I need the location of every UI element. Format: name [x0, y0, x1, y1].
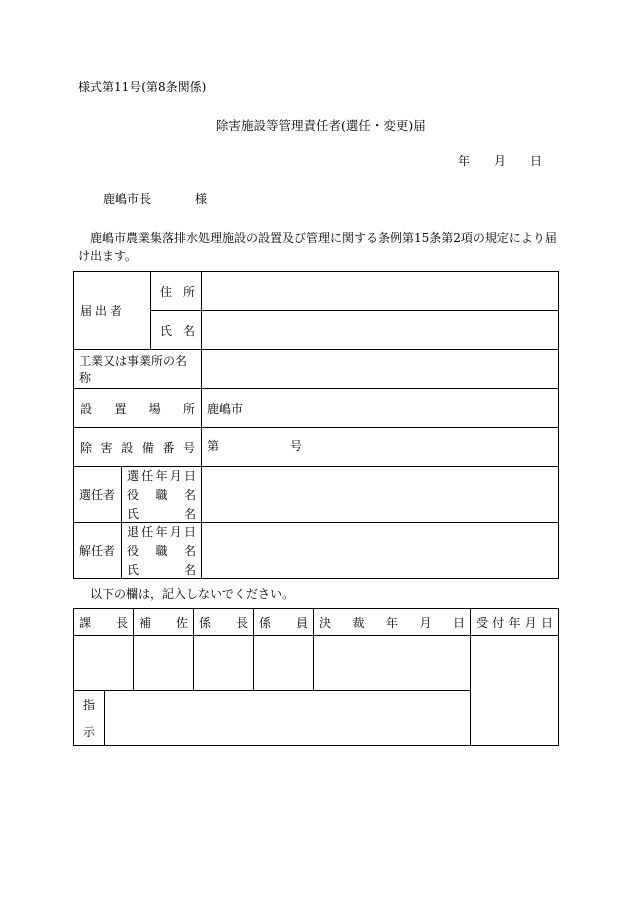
addressee: 鹿嶋市長	[103, 192, 152, 206]
application-form-table	[73, 271, 559, 579]
name-label-char-2: 名	[183, 323, 196, 338]
uketsuke-char-4: 月	[524, 615, 537, 630]
dismissed-date-char-2: 任	[141, 525, 154, 539]
kessai-char-2: 裁	[352, 615, 365, 630]
applicant-label-cell	[74, 272, 151, 350]
equipment-number-field[interactable]	[202, 428, 559, 467]
kacho-char-2: 長	[115, 615, 128, 630]
facility-field[interactable]	[202, 350, 559, 389]
honorific: 様	[195, 192, 208, 206]
dismissed-label: 解任者	[74, 523, 122, 579]
appointee-name-char-2: 名	[184, 507, 197, 521]
location-label-char-1: 設	[80, 401, 93, 416]
dismissed-position-char-3: 名	[184, 544, 197, 558]
name-label-char-1: 氏	[160, 323, 173, 338]
location-label-char-4: 所	[182, 401, 195, 416]
applicant-label-char-1: 届	[80, 304, 93, 318]
shiji-char-1: 指	[82, 698, 95, 712]
appointee-fields-cell	[122, 467, 202, 523]
kakariin-char-2: 員	[295, 615, 308, 630]
dismissed-date-char-4: 月	[169, 525, 182, 539]
date-month-label: 月	[494, 154, 507, 168]
appointee-date-char-1: 選	[127, 469, 140, 483]
uketsuke-char-5: 日	[540, 615, 553, 630]
kessai-year: 年	[385, 615, 398, 630]
kessai-char-1: 決	[319, 615, 332, 630]
appointee-date-char-2: 任	[141, 469, 154, 483]
equipment-label-char-5: 番	[162, 440, 175, 455]
kakariin-header	[254, 609, 314, 636]
intro-line-1: 鹿嶋市農業集落排水処理施設の設置及び管理に関する条例第15条第2項の規定により届	[90, 231, 557, 245]
equipment-label-char-6: 号	[182, 440, 195, 455]
kessai-header	[314, 609, 471, 636]
equipment-prefix: 第	[207, 439, 220, 453]
dismissed-date-label	[127, 523, 196, 540]
appointee-date-char-4: 月	[169, 469, 182, 483]
dismissed-position-char-1: 役	[127, 544, 140, 558]
dismissed-position-label	[127, 542, 196, 559]
uketsuke-char-2: 付	[492, 615, 505, 630]
name-field[interactable]	[202, 311, 559, 350]
uketsuke-header	[471, 609, 559, 636]
appointee-position-char-1: 役	[127, 488, 140, 502]
appointee-name-char-1: 氏	[127, 507, 140, 521]
kakaricho-header	[194, 609, 254, 636]
location-label-char-2: 置	[114, 401, 127, 416]
appointee-name-label	[127, 505, 196, 522]
kacho-char-1: 課	[79, 615, 92, 630]
appointee-date-char-3: 年	[155, 469, 168, 483]
location-label-char-3: 場	[148, 401, 161, 416]
appointee-position-label	[127, 486, 196, 503]
kakaricho-stamp-cell[interactable]	[194, 636, 254, 691]
kacho-header	[74, 609, 134, 636]
dismissed-date-char-3: 年	[155, 525, 168, 539]
facility-label: 工業又は事業所の名称	[74, 350, 202, 389]
kacho-stamp-cell[interactable]	[74, 636, 134, 691]
appointee-position-char-3: 名	[184, 488, 197, 502]
name-label-cell	[151, 311, 202, 350]
date-day-label: 日	[530, 154, 543, 168]
appointee-date-label	[127, 467, 196, 484]
applicant-label-char-2: 出	[95, 304, 108, 318]
hosa-char-1: 補	[139, 615, 152, 630]
dismissed-name-label	[127, 561, 196, 578]
form-number: 様式第11号(第8条関係)	[78, 80, 207, 94]
dismissed-name-char-2: 名	[184, 563, 197, 577]
dismissed-date-char-1: 退	[127, 525, 140, 539]
address-field[interactable]	[202, 272, 559, 311]
dismissed-name-char-1: 氏	[127, 563, 140, 577]
shiji-char-2: 示	[82, 725, 95, 739]
shiji-label-cell	[74, 691, 105, 746]
hosa-stamp-cell[interactable]	[134, 636, 194, 691]
kessai-day: 日	[452, 615, 465, 630]
uketsuke-char-1: 受	[476, 615, 489, 630]
office-use-table	[73, 608, 559, 746]
hosa-char-2: 佐	[175, 615, 188, 630]
form-title: 除害施設等管理責任者(選任・変更)届	[216, 118, 426, 133]
dismissed-fields-cell	[122, 523, 202, 579]
equipment-label-char-2: 害	[100, 440, 113, 455]
dismissed-details-field[interactable]	[202, 523, 559, 579]
appointee-date-char-5: 日	[184, 469, 197, 483]
uketsuke-stamp-cell[interactable]	[471, 636, 559, 746]
equipment-label-cell	[74, 428, 202, 467]
kakariin-char-1: 係	[259, 615, 272, 630]
dismissed-date-char-5: 日	[184, 525, 197, 539]
uketsuke-char-3: 年	[508, 615, 521, 630]
equipment-suffix: 号	[290, 439, 303, 453]
kakaricho-char-1: 係	[199, 615, 212, 630]
address-label-cell	[151, 272, 202, 311]
shiji-field[interactable]	[105, 691, 471, 746]
kessai-stamp-cell[interactable]	[314, 636, 471, 691]
office-use-note: 以下の欄は，記入しないでください。	[90, 587, 295, 601]
dismissed-position-char-2: 職	[155, 544, 168, 558]
intro-line-2: け出ます。	[78, 249, 138, 263]
address-label-char-1: 住	[160, 284, 173, 299]
appointee-position-char-2: 職	[155, 488, 168, 502]
appointee-label: 選任者	[74, 467, 122, 523]
equipment-label-char-1: 除	[80, 440, 93, 455]
kakariin-stamp-cell[interactable]	[254, 636, 314, 691]
location-label-cell	[74, 389, 202, 428]
location-field[interactable]: 鹿嶋市	[202, 389, 559, 428]
kessai-month: 月	[419, 615, 432, 630]
equipment-label-char-4: 備	[141, 440, 154, 455]
applicant-label-char-3: 者	[110, 304, 123, 318]
kakaricho-char-2: 長	[235, 615, 248, 630]
hosa-header	[134, 609, 194, 636]
equipment-label-char-3: 設	[121, 440, 134, 455]
date-year-label: 年	[458, 154, 471, 168]
appointee-details-field[interactable]	[202, 467, 559, 523]
address-label-char-2: 所	[183, 284, 196, 299]
